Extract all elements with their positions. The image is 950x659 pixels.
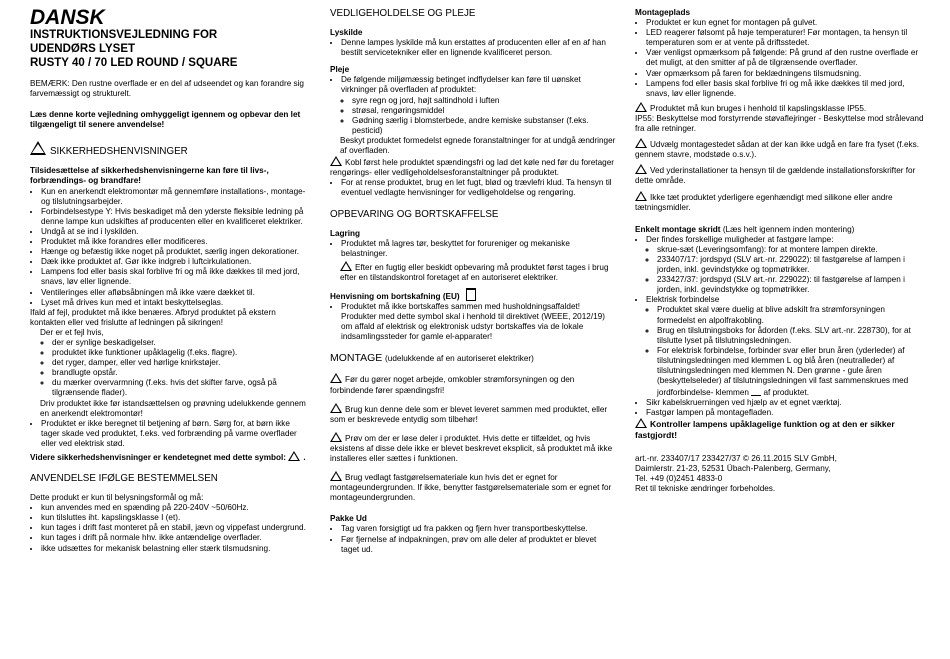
list-item: ◦ Brug en tilslutningsboks for ådorden (f.eks. SLV art.-nr. 228730), for at tilslutte lyset på tilslutningsledningen. xyxy=(657,326,925,346)
warning-icon xyxy=(635,138,647,148)
safety-heading: SIKKERHEDSHENVISNINGER xyxy=(30,141,308,158)
list-item: • Kun en anerkendt elektromontør må gennemføre installations-, montage- og tilslutningsarbejder. xyxy=(41,187,308,207)
list-item: • Fastgør lampen på montagefladen. xyxy=(646,408,925,418)
warning-icon xyxy=(340,261,352,271)
list-item: ◦ 233407/17: jordspyd (SLV art.-nr. 229022): til fastgørelse af lampen i jorden, inkl. gevindstykke og topmøtrikker. xyxy=(657,255,925,275)
warning-icon xyxy=(635,418,647,428)
use-intro: Dette produkt er kun til belysningsformål og må: xyxy=(30,493,204,503)
children-list xyxy=(30,419,308,449)
crossed-bin-icon xyxy=(466,288,476,301)
list-item: • kun anvendes med en spænding på 220-240V ~50/60Hz. xyxy=(41,503,308,513)
fault-list xyxy=(30,338,308,399)
safety-bold-warning: Tilsidesættelse af sikkerhedshenvisningerne kan føre til livs-, forbrændings- og brandfare! xyxy=(30,166,269,186)
list-item: • For at rense produktet, brug en let fugt, blød og trævlefri klud. Ta hensyn til eventuel vedlagte henvisninger for vedligeholdelse og rengøring. xyxy=(341,178,616,198)
list-item: • Vær venligst opmærksom på følgende: På grund af den rustne overflade er det muligt, at den smitter af på de tilgrænsende overflader. xyxy=(646,48,925,68)
list-item: • Produktet må ikke forandres eller modificeres. xyxy=(41,237,308,247)
warning-note: Ved yderinstallationer ta hensyn til de gældende installationsforskrifter for dette område. xyxy=(635,166,916,186)
list-item: • Produktet er kun egnet for montagen på gulvet. xyxy=(646,18,925,28)
storage-heading: OPBEVARING OG BORTSKAFFELSE xyxy=(330,208,499,220)
list-item: • kun tages i drift på normale hhv. ikke antændelige overflader. xyxy=(41,533,308,543)
warning-icon xyxy=(30,141,46,155)
use-list xyxy=(30,503,308,553)
warning-icon xyxy=(330,471,342,481)
list-item: • Der findes forskellige muligheder at fastgøre lampe: ◦ skrue-sæt (Leveringsomfang): for at montere lampen direkte. ◦ 233407/17: jordspyd (SLV art.-nr. 229022): til fastgørelse af lampen i jorden, inkl. gevindstykke og topmøtrikker. ◦ 233427/37: jordspyd (SLV art.-nr. 229022): til fastgørelse af lampen i jorden, inkl. gevindstykke og topmøtrikker. xyxy=(646,235,925,296)
list-item: ◦ der er synlige beskadigelser. xyxy=(52,338,308,348)
list-item: • Tag varen forsigtigt ud fra pakken og fjern hver transportbeskyttelse. xyxy=(341,524,616,534)
list-item: ◦ Gødning særlig i blomsterbede, andre kemiske substanser (f.eks. pesticid) xyxy=(352,116,616,136)
safety-list xyxy=(30,187,308,308)
clean-list xyxy=(330,178,616,198)
warning-icon xyxy=(330,156,342,166)
list-item: • Forbindelsestype Y: Hvis beskadiget må den yderste fleksible ledning på denne lampe kun udskiftes af producenten eller en kvalificeret elektriker. xyxy=(41,207,308,227)
warning-icon xyxy=(635,102,647,112)
placement-list xyxy=(635,18,925,99)
fault-intro: Ifald af fejl, produktet må ikke benæres. Afbryd produktet på ekstern kontakten eller ved frislutte af ledningen på sikringen! xyxy=(30,307,276,327)
pakke-list xyxy=(330,524,616,554)
footer-line: Ret til tekniske ændringer forbeholdes. xyxy=(635,483,776,493)
montage-note: Brug vedlagt fastgørelsemateriale kun hvis det er egnet for montageundergrunden. If ikke, benytter fastgørelsemateriale som er egnet for montageundergrunden. xyxy=(330,473,612,503)
list-item: • Vær opmærksom på faren for beklædningens tilsmudsning. xyxy=(646,69,925,79)
pakke-heading: Pakke Ud xyxy=(330,514,367,524)
read-notice: Læs denne korte vejledning omhyggeligt igennem og opbevar den let tilgængeligt til senere anvendelse! xyxy=(30,110,301,130)
list-item: • Hænge og befæstig ikke noget på produktet, særlig ingen dekorationer. xyxy=(41,247,308,257)
list-item: • ikke udsættes for mekanisk belastning eller stærk tilsmudsning. xyxy=(41,544,308,554)
lagring-note: Efter en fugtig eller beskidt opbevaring må produktet først tages i brug efter en tilstandskontrol foretaget af en autoriseret elektriker. xyxy=(340,262,609,282)
final-warning: Kontroller lampens upåklagelige funktion og at den er sikker fastgjordt! xyxy=(635,419,895,440)
montage-note: Før du gører noget arbejde, omkobler strømforsyningen og den forbindende fører spændingsfri! xyxy=(330,375,575,395)
list-item: • Dæk ikke produktet af. Gør ikke indgreb i luftcirkulationen. xyxy=(41,257,308,267)
list-item: • kun tilsluttes iht. kapslingsklasse I (et). xyxy=(41,513,308,523)
fault-subhead: Der er et fejl hvis, xyxy=(40,327,104,337)
symbol-note: Videre sikkerhedshenvisninger er kendetegnet med dette symbol: . xyxy=(30,453,306,462)
warning-icon xyxy=(330,403,342,413)
pleje-sublist xyxy=(341,96,616,136)
use-heading: ANVENDELSE IFØLGE BESTEMMELSEN xyxy=(30,473,218,485)
warning-icon xyxy=(330,373,342,383)
steps-list xyxy=(635,235,925,419)
variants-sublist xyxy=(646,245,925,295)
list-item: • Lyset må drives kun med et intakt beskyttelseglas. xyxy=(41,298,308,308)
warning-note: Udvælg montagestedet sådan at der kan ikke udgå en fare fra fyset (f.eks. gennem stavre, modstøde o.s.v.). xyxy=(635,140,919,160)
doc-subtitle-line-2: UDENDØRS LYSET xyxy=(30,43,136,55)
steps-heading: Enkelt montage skridt (Læs helt igennem inden montering) xyxy=(635,224,855,234)
list-item: • Elektrisk forbindelse ◦ Produktet skal være duelig at blive adskilt fra strømforsyningen formedelst en alpolfrakobling. ◦ Brug en tilslutningsboks for ådorden (f.eks. SLV art.-nr. 228730), for at tilslutte lyset på tilslutningsledningen. ◦ For elektrisk forbindelse, forbinder svar eller brun åren (yderleder) af tilslutningsledningen med klemmen L og blå åren (neutralleder) af tilslutningsledningen med klemmen N. Den grønne - gule åren (beskyttelseleder) af tilslutningsledningen vil fast sammenskrues med jordforbindelse- klemmen af produktet. xyxy=(646,295,925,398)
list-item: • Sikr kabelskruerningen ved hjælp av et egnet værktøj. xyxy=(646,398,925,408)
language-title: DANSK xyxy=(30,6,105,29)
list-item: • De følgende miljømæssig betinget indflydelser kan føre til uønsket virkninger på overfladen af produktet: ◦ syre regn og jord, højt saltindhold i luften ◦ strøsal, rengøringsmiddel ◦ Gødning særlig i blomsterbede, andre kemiske substanser (f.eks. pesticid) xyxy=(341,75,616,136)
warning-icon xyxy=(635,164,647,174)
surface-note: BEMÆRK: Den rustne overflade er en del af udseendet og kan forandre sig farvemæssigt og strukturelt. xyxy=(30,79,304,99)
list-item: • Produktet må lagres tør, beskyttet for forureniger og mekaniske belastninger. xyxy=(341,239,616,259)
warning-icon xyxy=(330,432,342,442)
fault-outro: Driv produktet ikke før istandsættelsen og prøvning udelukkende gennem en anerkendt elektromontør! xyxy=(40,398,306,418)
disposal-heading: Henvisning om bortskafning (EU) xyxy=(330,288,616,302)
maintenance-heading: VEDLIGEHOLDELSE OG PLEJE xyxy=(330,8,476,19)
list-item: ◦ produktet ikke funktioner upåklagelig (f.eks. flagre). xyxy=(52,348,308,358)
pleje-outro: Beskyt produktet formedelst egnede foranstaltninger for at undgå ændringer af overfladen. xyxy=(340,135,616,156)
ground-icon xyxy=(751,386,761,396)
warning-note: Ikke tæt produktet yderligere egenhændigt med silikone eller andre tætningsmidler. xyxy=(635,192,893,212)
list-item: • kun tages i drift fast monteret på en stabil, jævn og vippefast undergrund. xyxy=(41,523,308,533)
list-item: ◦ 233427/37: jordspyd (SLV art.-nr. 229022): til fastgørelse af lampen i jorden, inkl. gevindstykke og topmøtrikker. xyxy=(657,275,925,295)
column-left xyxy=(30,8,308,561)
doc-subtitle-line-3: RUSTY 40 / 70 LED ROUND / SQUARE xyxy=(30,57,238,69)
list-item: ◦ du mærker overvarmning (f.eks. hvis det skifter farve, også på tilgrænsende flader). xyxy=(52,378,308,398)
list-item: • Produktet må ikke bortskaffes sammen med husholdningsaffaldet! Produkter med dette symbol skal i henhold til direktivet (WEEE, 2012/19) om affald af elektrisk og elektronisk udstyr bortskaffes via de lokale indsamlingssteder for gamle el-apparater! xyxy=(341,302,616,342)
list-item: ◦ Produktet skal være duelig at blive adskilt fra strømforsyningen formedelst en alpolfrakobling. xyxy=(657,305,925,325)
list-item: • Ventileringes eller afløbsåbningen må ikke være dækket til. xyxy=(41,288,308,298)
ip-warning: Produktet må kun bruges i henhold til kapslingsklasse IP55. xyxy=(635,102,925,114)
lyskilde-heading: Lyskilde xyxy=(330,28,363,37)
warning-icon xyxy=(288,451,300,461)
ip-text: IP55: Beskyttelse mod forstyrrende støvaflejringer - Beskyttelse mod strålevand fra alle retninger. xyxy=(635,113,924,134)
column-right xyxy=(635,8,925,494)
pleje-heading: Pleje xyxy=(330,65,350,75)
list-item: ◦ For elektrisk forbindelse, forbinder svar eller brun åren (yderleder) af tilslutningsledningen med klemmen L og blå åren (neutralleder) af tilslutningsledningen med klemmen N. Den grønne - gule åren (beskyttelseleder) af tilslutningsledningen vil fast sammenskrues med jordforbindelse- klemmen af produktet. xyxy=(657,346,925,398)
montage-note: Brug kun denne dele som er blevet leveret sammen med produktet, eller som er beskrevede entydig som tilbehør! xyxy=(330,404,608,424)
list-item: ◦ det ryger, damper, eller ved hørlige knirkstøjer. xyxy=(52,358,308,368)
column-middle xyxy=(330,8,616,562)
list-item: • Produktet er ikke beregnet til betjening af børn. Sørg for, at børn ikke tager skade ved produktet, f.eks. ved forbrænding på varme overflader eller ved elektrisk stød. xyxy=(41,419,308,449)
montage-heading: MONTAGE (udelukkende af en autoriseret elektriker) xyxy=(330,352,534,365)
footer-line: Daimlerstr. 21-23, 52531 Übach-Palenberg, Germany, xyxy=(635,463,831,473)
list-item: • Denne lampes lyskilde må kun erstattes af producenten eller af en af han bestilt servicetekniker eller en lignende kvalificeret person. xyxy=(341,38,616,58)
list-item: • Undgå at se ind i lyskilden. xyxy=(41,227,308,237)
placement-heading: Montageplads xyxy=(635,8,691,17)
list-item: • Lampens fod eller basis skal forblive fri og må ikke dækkes til med jord, snavs, løv eller lignende. xyxy=(41,267,308,287)
lyskilde-list xyxy=(330,38,616,58)
kobl-note: Kobl først hele produktet spændingsfri og lad det køle ned før du foretager rengørings- eller vedligeholdelsesforanstaltninger på produktet. xyxy=(330,158,614,178)
lagring-list xyxy=(330,239,616,259)
list-item: ◦ skrue-sæt (Leveringsomfang): for at montere lampen direkte. xyxy=(657,245,925,255)
list-item: • Lampens fod eller basis skal forblive fri og må ikke dækkes til med jord, snavs, løv eller lignende. xyxy=(646,79,925,99)
list-item: ◦ syre regn og jord, højt saltindhold i luften xyxy=(352,96,616,106)
pleje-list xyxy=(330,75,616,136)
montage-note: Prøv om der er løse deler i produktet. Hvis dette er tilfældet, og hvis eksistens af disse dele ikke er blevet beskrevet eksplicit, så produktet må ikke installeres eller sættes i funktionen. xyxy=(330,433,613,463)
footer-line: art.-nr. 233407/17 233427/37 © 26.11.2015 SLV GmbH, xyxy=(635,453,837,463)
lagring-heading: Lagring xyxy=(330,228,361,238)
electric-sublist xyxy=(646,305,925,398)
list-item: ◦ brandlugte opstår. xyxy=(52,368,308,378)
warning-icon xyxy=(635,191,647,201)
disposal-list xyxy=(330,302,616,342)
footer-line: Tel. +49 (0)2451 4833-0 xyxy=(635,473,723,483)
list-item: • Før fjernelse af indpakningen, prøv om alle deler af produktet er blevet taget ud. xyxy=(341,535,616,555)
list-item: ◦ strøsal, rengøringsmiddel xyxy=(352,106,616,116)
list-item: • LED reagerer følsomt på høje temperaturer! Før montagen, ta hensyn til temperaturen som er at vente på driftsstedet. xyxy=(646,28,925,48)
doc-subtitle-line-1: INSTRUKTIONSVEJLEDNING FOR xyxy=(30,29,218,41)
